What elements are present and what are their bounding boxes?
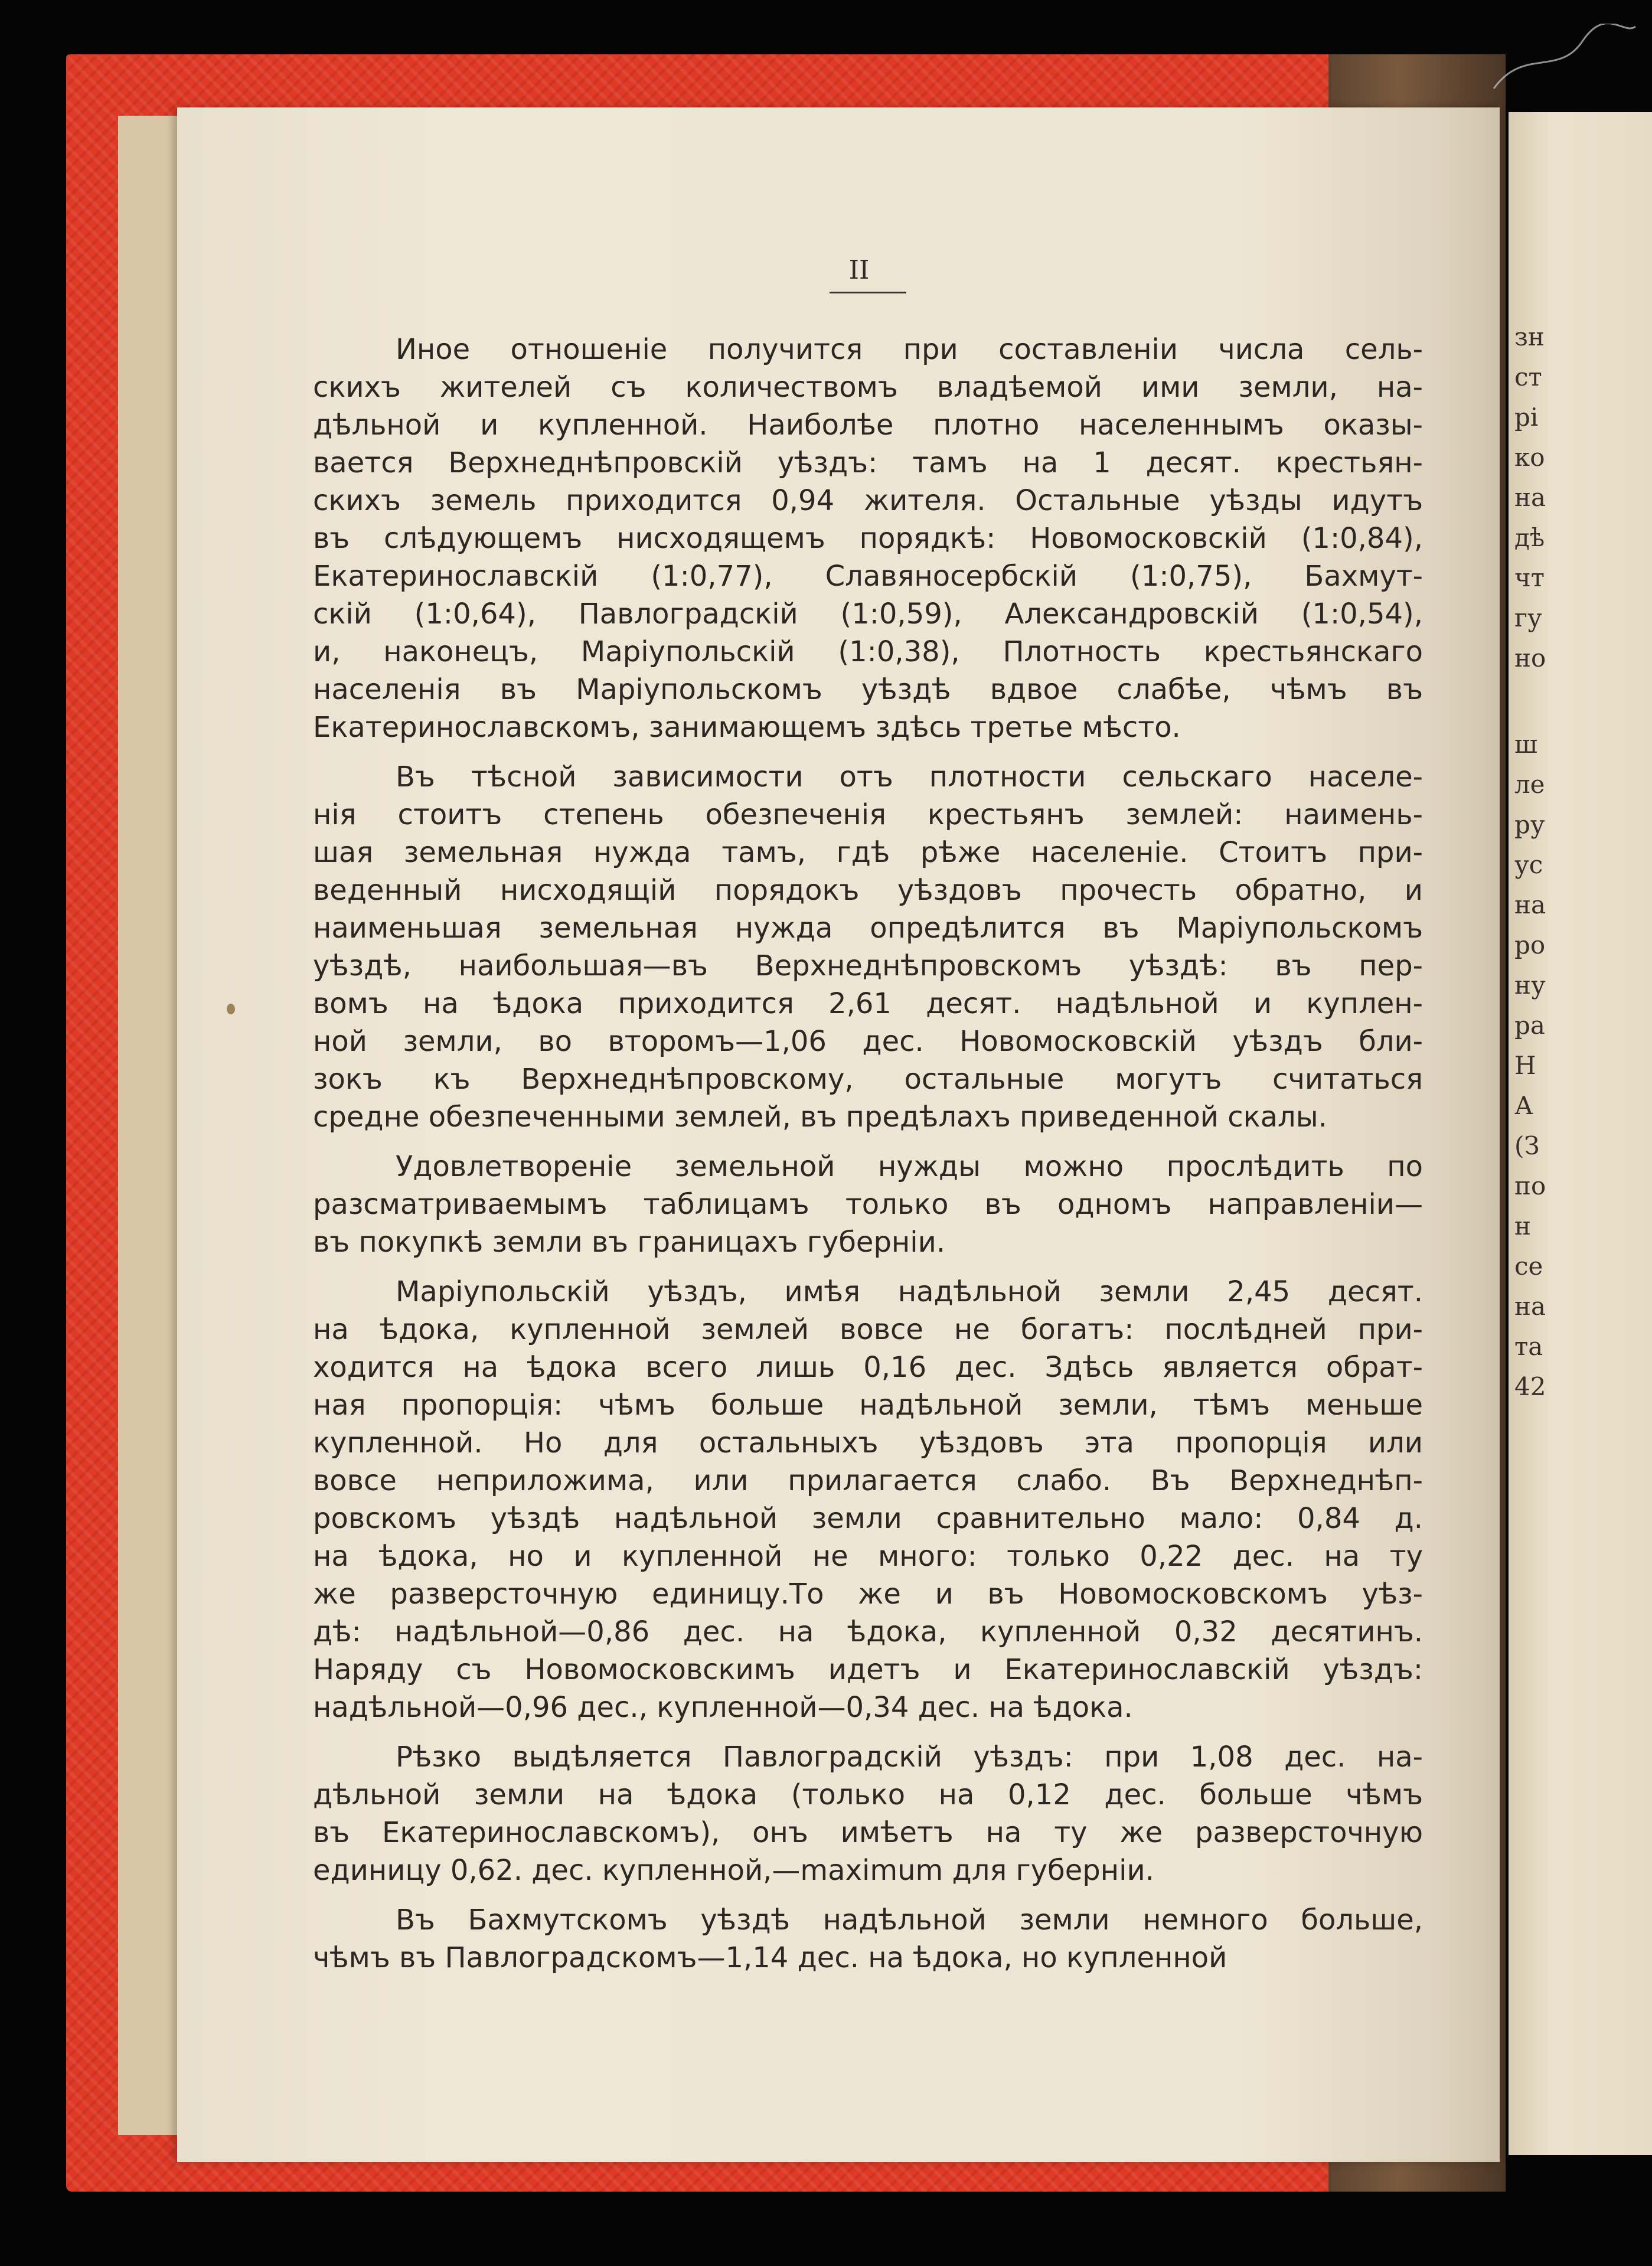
page-number-rule — [830, 292, 906, 293]
text-line: на ѣдока, купленной землей вовсе не богатъ: послѣдней при- — [313, 1313, 1423, 1346]
text-line: Иное отношенiе получится при составленiи числа сель- — [396, 333, 1423, 366]
next-page-fragment: ус — [1514, 850, 1543, 879]
text-line: Марiупольскiй уѣздъ, имѣя надѣльной земли 2,45 десят. — [396, 1275, 1423, 1308]
ink-spot — [227, 1004, 235, 1014]
text-line: ходится на ѣдока всего лишь 0,16 дес. Здѣсь является обрат- — [313, 1351, 1423, 1384]
text-line: Екатеринославскiй (1:0,77), Славяносербскiй (1:0,75), Бахмут- — [313, 560, 1423, 593]
paragraph — [313, 331, 1423, 746]
next-page-fragment: по — [1514, 1171, 1546, 1200]
next-page-fragment: А — [1514, 1091, 1533, 1120]
text-line: чѣмъ въ Павлоградскомъ—1,14 дес. на ѣдока, но купленной — [313, 1941, 1227, 1974]
text-line: въ Екатеринославскомъ), онъ имѣетъ на ту же разверсточную — [313, 1816, 1423, 1849]
paragraph — [313, 1738, 1423, 1889]
text-line: населенiя въ Марiупольскомъ уѣздѣ вдвое слабѣе, чѣмъ въ — [313, 673, 1423, 706]
next-page-fragment: но — [1514, 644, 1546, 672]
next-page-fragment: на — [1514, 890, 1546, 919]
text-line: надѣльной—0,96 дес., купленной—0,34 дес. на ѣдока. — [313, 1691, 1133, 1724]
text-line: же разверсточную единицу.То же и въ Новомосковскомъ уѣз- — [313, 1578, 1423, 1611]
next-page-fragment: (З — [1514, 1131, 1540, 1160]
text-line: Наряду съ Новомосковскимъ идетъ и Екатеринославскiй уѣздъ: — [313, 1653, 1423, 1686]
next-page-fragment: ко — [1514, 443, 1545, 472]
page-text — [313, 331, 1423, 1989]
text-line: вомъ на ѣдока приходится 2,61 десят. надѣльной и куплен- — [313, 987, 1423, 1020]
text-line: въ покупкѣ земли въ границахъ губернiи. — [313, 1226, 946, 1259]
text-line: Рѣзко выдѣляется Павлоградскiй уѣздъ: при 1,08 дес. на- — [396, 1741, 1423, 1774]
next-page-fragment: дѣ — [1514, 523, 1545, 552]
text-line: дѣльной земли на ѣдока (только на 0,12 дес. больше чѣмъ — [313, 1778, 1423, 1811]
text-line: вовсе неприложима, или прилагается слабо. Въ Верхнеднѣп- — [313, 1464, 1423, 1497]
page-number: II — [848, 255, 870, 285]
text-line: наименьшая земельная нужда опредѣлится въ Марiупольскомъ — [313, 912, 1423, 945]
next-page-fragment: на — [1514, 483, 1546, 512]
text-line: на ѣдока, но и купленной не много: только 0,22 дес. на ту — [313, 1540, 1423, 1573]
text-line: скiй (1:0,64), Павлоградскiй (1:0,59), Александровскiй (1:0,54), — [313, 597, 1423, 631]
paragraph — [313, 1148, 1423, 1261]
text-line: Въ Бахмутскомъ уѣздѣ надѣльной земли немного больше, — [396, 1903, 1423, 1937]
text-line: ная пропорцiя: чѣмъ больше надѣльной земли, тѣмъ меньше — [313, 1389, 1423, 1422]
text-line: Въ тѣсной зависимости отъ плотности сельскаго населе- — [396, 760, 1423, 794]
loose-thread — [1488, 24, 1641, 94]
next-page-fragment: се — [1514, 1252, 1543, 1281]
next-page-edge — [1509, 112, 1652, 2155]
next-page-fragment: н — [1514, 1212, 1531, 1240]
text-line: веденный нисходящiй порядокъ уѣздовъ прочесть обратно, и — [313, 874, 1423, 907]
text-line: Екатеринославскомъ, занимающемъ здѣсь третье мѣсто. — [313, 711, 1181, 744]
text-line: въ слѣдующемъ нисходящемъ порядкѣ: Новомосковскiй (1:0,84), — [313, 522, 1423, 555]
next-page-fragment: ш — [1514, 730, 1538, 759]
text-line: зокъ къ Верхнеднѣпровскому, остальные могутъ считаться — [313, 1063, 1423, 1096]
text-line: скихъ земель приходится 0,94 жителя. Остальные уѣзды идутъ — [313, 484, 1423, 517]
paragraph — [313, 758, 1423, 1136]
paragraph — [313, 1273, 1423, 1726]
next-page-fragment: ро — [1514, 930, 1546, 959]
paragraph — [313, 1901, 1423, 1977]
text-line: средне обезпеченными землей, въ предѣлахъ приведенной скалы. — [313, 1101, 1327, 1134]
text-line: ровскомъ уѣздѣ надѣльной земли сравнительно мало: 0,84 д. — [313, 1502, 1423, 1535]
next-page-fragment: зн — [1514, 322, 1545, 351]
text-line: разсматриваемымъ таблицамъ только въ одномъ направленiи— — [313, 1188, 1423, 1221]
next-page-fragment: чт — [1514, 563, 1545, 592]
next-page-fragment: ру — [1514, 810, 1545, 839]
next-page-fragment: ст — [1514, 363, 1542, 391]
next-page-fragment: на — [1514, 1292, 1546, 1321]
text-line: шая земельная нужда тамъ, гдѣ рѣже населенiе. Стоитъ при- — [313, 836, 1423, 869]
next-page-fragment: ле — [1514, 770, 1545, 799]
text-line: нiя стоитъ степень обезпеченiя крестьянъ землей: наимень- — [313, 798, 1423, 831]
text-line: ной земли, во второмъ—1,06 дес. Новомосковскiй уѣздъ бли- — [313, 1025, 1423, 1058]
next-page-fragment: ну — [1514, 971, 1546, 1000]
text-line: скихъ жителей съ количествомъ владѣемой ими земли, на- — [313, 371, 1423, 404]
next-page-fragment: Н — [1514, 1051, 1536, 1080]
text-line: дѣ: надѣльной—0,86 дес. на ѣдока, купленной 0,32 десятинъ. — [313, 1615, 1423, 1648]
text-line: уѣздѣ, наибольшая—въ Верхнеднѣпровскомъ уѣздѣ: въ пер- — [313, 949, 1423, 982]
text-line: единицу 0,62. дес. купленной,—maximum для губернiи. — [313, 1854, 1154, 1887]
next-page-fragment: 42 — [1514, 1372, 1546, 1401]
text-line: и, наконецъ, Марiупольскiй (1:0,38), Плотность крестьянскаго — [313, 635, 1423, 668]
next-page-fragment: та — [1514, 1332, 1543, 1361]
text-line: Удовлетворенiе земельной нужды можно прослѣдить по — [396, 1150, 1423, 1183]
next-page-fragment: гу — [1514, 603, 1542, 632]
text-line: вается Верхнеднѣпровскiй уѣздъ: тамъ на 1 десят. крестьян- — [313, 446, 1423, 479]
text-line: дѣльной и купленной. Наиболѣе плотно населеннымъ оказы- — [313, 409, 1423, 442]
next-page-fragment: рi — [1514, 403, 1539, 432]
text-line: купленной. Но для остальныхъ уѣздовъ эта пропорцiя или — [313, 1426, 1423, 1459]
next-page-fragment: ра — [1514, 1011, 1545, 1040]
